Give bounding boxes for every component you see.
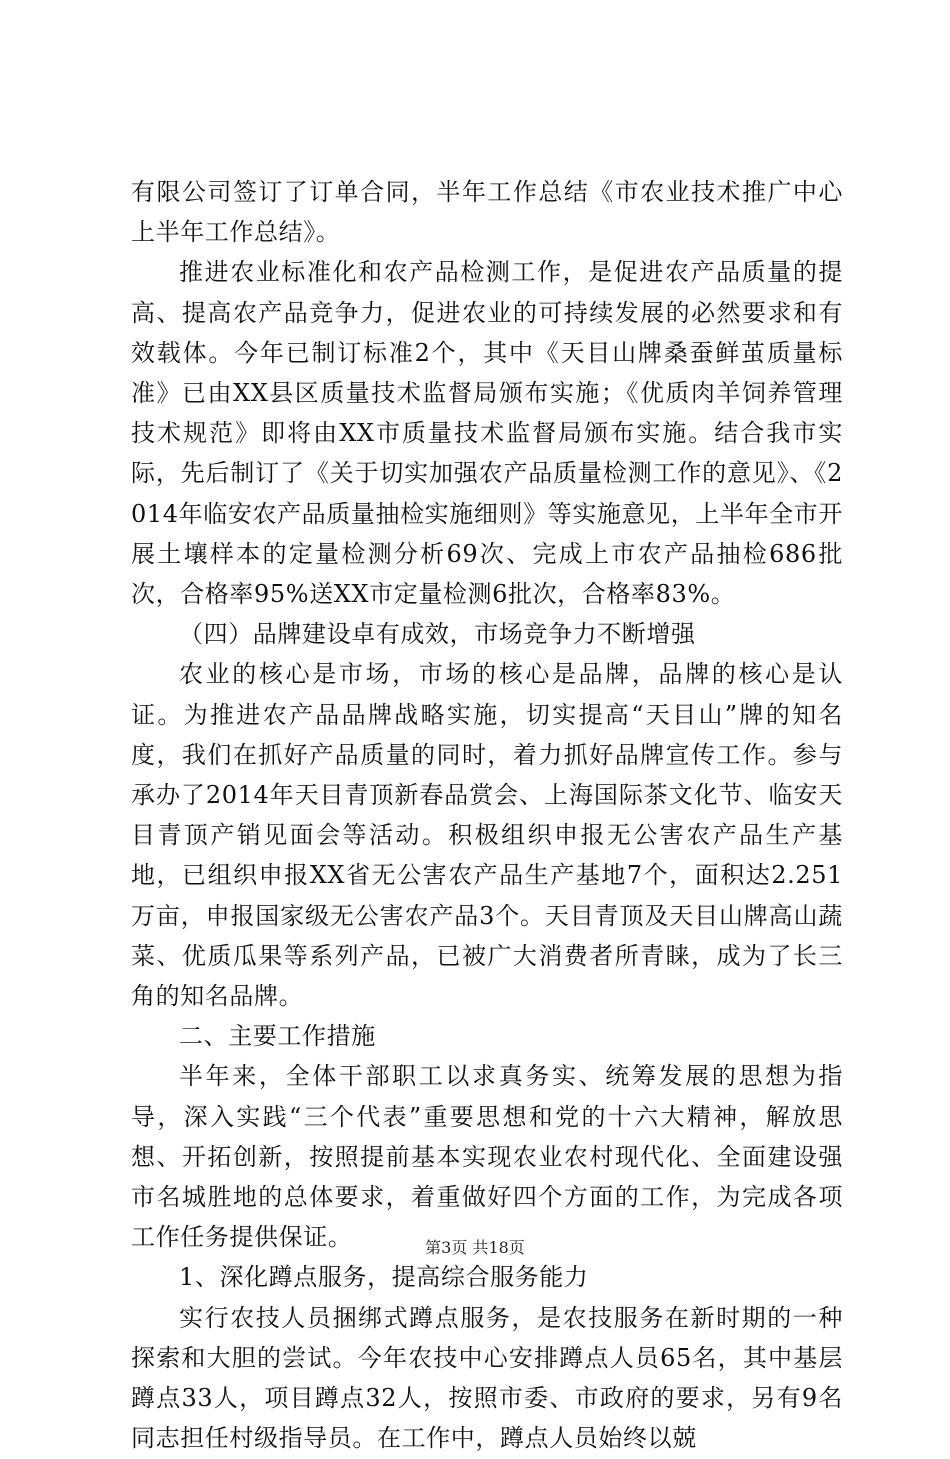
subsection-heading-service: 1、深化蹲点服务，提高综合服务能力 [179,1263,589,1292]
section-heading-measures: 二、主要工作措施 [179,1022,376,1051]
paragraph-half-year: 半年来，全体干部职工以求真务实、统筹发展的思想为指导，深入实践“三个代表”重要思想和党的十六大精神，解放思想、开拓创新，按照提前基本实现农业农村现代化、全面建设强市名城胜地的总体要求，着重做好四个方面的工作，为完成各项工作任务提供保证。 [131,1062,843,1252]
paragraph-contract: 有限公司签订了订单合同，半年工作总结《市农业技术推广中心上半年工作总结》。 [131,178,843,247]
section-heading-brand: （四）品牌建设卓有成效，市场竞争力不断增强 [179,620,696,649]
page-number-footer: 第3页 共18页 [425,1238,525,1257]
paragraph-brand: 农业的核心是市场，市场的核心是品牌，品牌的核心是认证。为推进农产品品牌战略实施，切实提高“天目山”牌的知名度，我们在抓好产品质量的同时，着力抓好品牌宣传工作。参与承办了2014年天目青顶新春品赏会、上海国际茶文化节、临安天目青顶产销见面会等活动。积极组织申报无公害农产品生产基地，已组织申报XX省无公害农产品生产基地7个，面积达2.251万亩，申报国家级无公害农产品3个。天目青顶及天目山牌高山蔬菜、优质瓜果等系列产品，已被广大消费者所青睐，成为了长三角的知名品牌。 [131,660,843,1011]
paragraph-standardization: 推进农业标准化和农产品检测工作，是促进农产品质量的提高、提高农产品竞争力，促进农业的可持续发展的必然要求和有效载体。今年已制订标准2个，其中《天目山牌桑蚕鲜茧质量标准》已由XX县区质量技术监督局颁布实施；《优质肉羊饲养管理技术规范》即将由XX市质量技术监督局颁布实施。结合我市实际，先后制订了《关于切实加强农产品质量检测工作的意见》、《2014年临安农产品质量抽检实施细则》等实施意见，上半年全市开展土壤样本的定量检测分析69次、完成上市农产品抽检686批次，合格率95%送XX市定量检测6批次，合格率83%。 [131,258,843,609]
document-body [131,172,843,1459]
paragraph-service: 实行农技人员捆绑式蹲点服务，是农技服务在新时期的一种探索和大胆的尝试。今年农技中心安排蹲点人员65名，其中基层蹲点33人，项目蹲点32人，按照市委、市政府的要求，另有9名同志担任村级指导员。在工作中，蹲点人员始终以兢 [131,1303,843,1453]
